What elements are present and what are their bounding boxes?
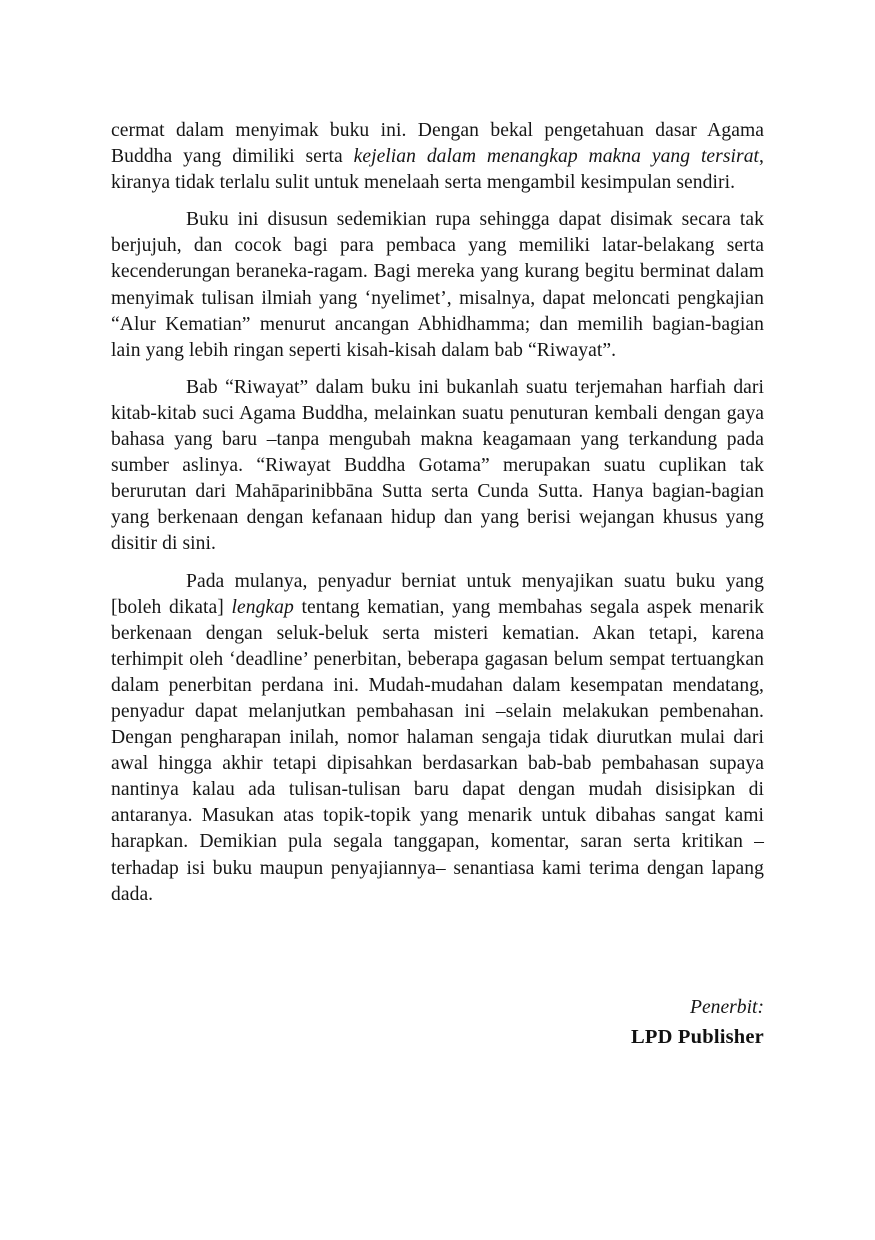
paragraph: Pada mulanya, penyadur berniat untuk menyajikan suatu buku yang [boleh dikata] lengkap tentang kematian, yang membahas segala aspek menarik berkenaan dengan seluk-beluk serta misteri kematian. Akan tetapi, karena terhimpit oleh ‘deadline’ penerbitan, beberapa gagasan belum sempat tertuangkan dalam penerbitan perdana ini. Mudah-mudahan dalam kesempatan mendatang, penyadur dapat melanjutkan pembahasan ini –selain melakukan pembenahan. Dengan pengharapan inilah, nomor halaman sengaja tidak diurutkan mulai dari awal hingga akhir tetapi dipisahkan berdasarkan bab-bab pembahasan supaya nantinya kalau ada tulisan-tulisan baru dapat dengan mudah disisipkan di antaranya. Masukan atas topik-topik yang menarik untuk dibahas sangat kami harapkan. Demikian pula segala tanggapan, komentar, saran serta kritikan –terhadap isi buku maupun penyajiannya– senantiasa kami terima dengan lapang dada.	[111, 570, 764, 905]
paragraph: Bab “Riwayat” dalam buku ini bukanlah suatu terjemahan harfiah dari kitab-kitab suci Agama Buddha, melainkan suatu penuturan kembali dengan gaya bahasa yang baru –tanpa mengubah makna keagamaan yang terkandung pada sumber aslinya. “Riwayat Buddha Gotama” merupakan suatu cuplikan tak berurutan dari Mahāparinibbāna Sutta serta Cunda Sutta. Hanya bagian-bagian yang berkenaan dengan kefanaan hidup dan yang berisi wejangan khusus yang disitir di sini.	[111, 376, 764, 555]
body-text-column	[111, 118, 764, 908]
colophon-block	[111, 995, 764, 1051]
paragraph: cermat dalam menyimak buku ini. Dengan bekal pengetahuan dasar Agama Buddha yang dimiliki serta kejelian dalam menangkap makna yang tersirat, kiranya tidak terlalu sulit untuk menelaah serta mengambil kesimpulan sendiri.	[111, 120, 764, 194]
publisher-role-label: Penerbit:	[690, 997, 764, 1018]
italic-phrase: lengkap	[231, 596, 294, 618]
publisher-name: LPD Publisher	[630, 1026, 764, 1048]
italic-phrase: kejelian dalam menangkap makna yang tersirat	[353, 146, 760, 168]
paragraph: Buku ini disusun sedemikian rupa sehingga dapat disimak secara tak berjujuh, dan cocok bagi para pembaca yang memiliki latar-belakang serta kecenderungan beraneka-ragam. Bagi mereka yang kurang begitu berminat dalam menyimak tulisan ilmiah yang ‘nyelimet’, misalnya, dapat meloncati pengkajian “Alur Kematian” menurut ancangan Abhidhamma; dan memilih bagian-bagian lain yang lebih ringan seperti kisah-kisah dalam bab “Riwayat”.	[111, 209, 764, 361]
